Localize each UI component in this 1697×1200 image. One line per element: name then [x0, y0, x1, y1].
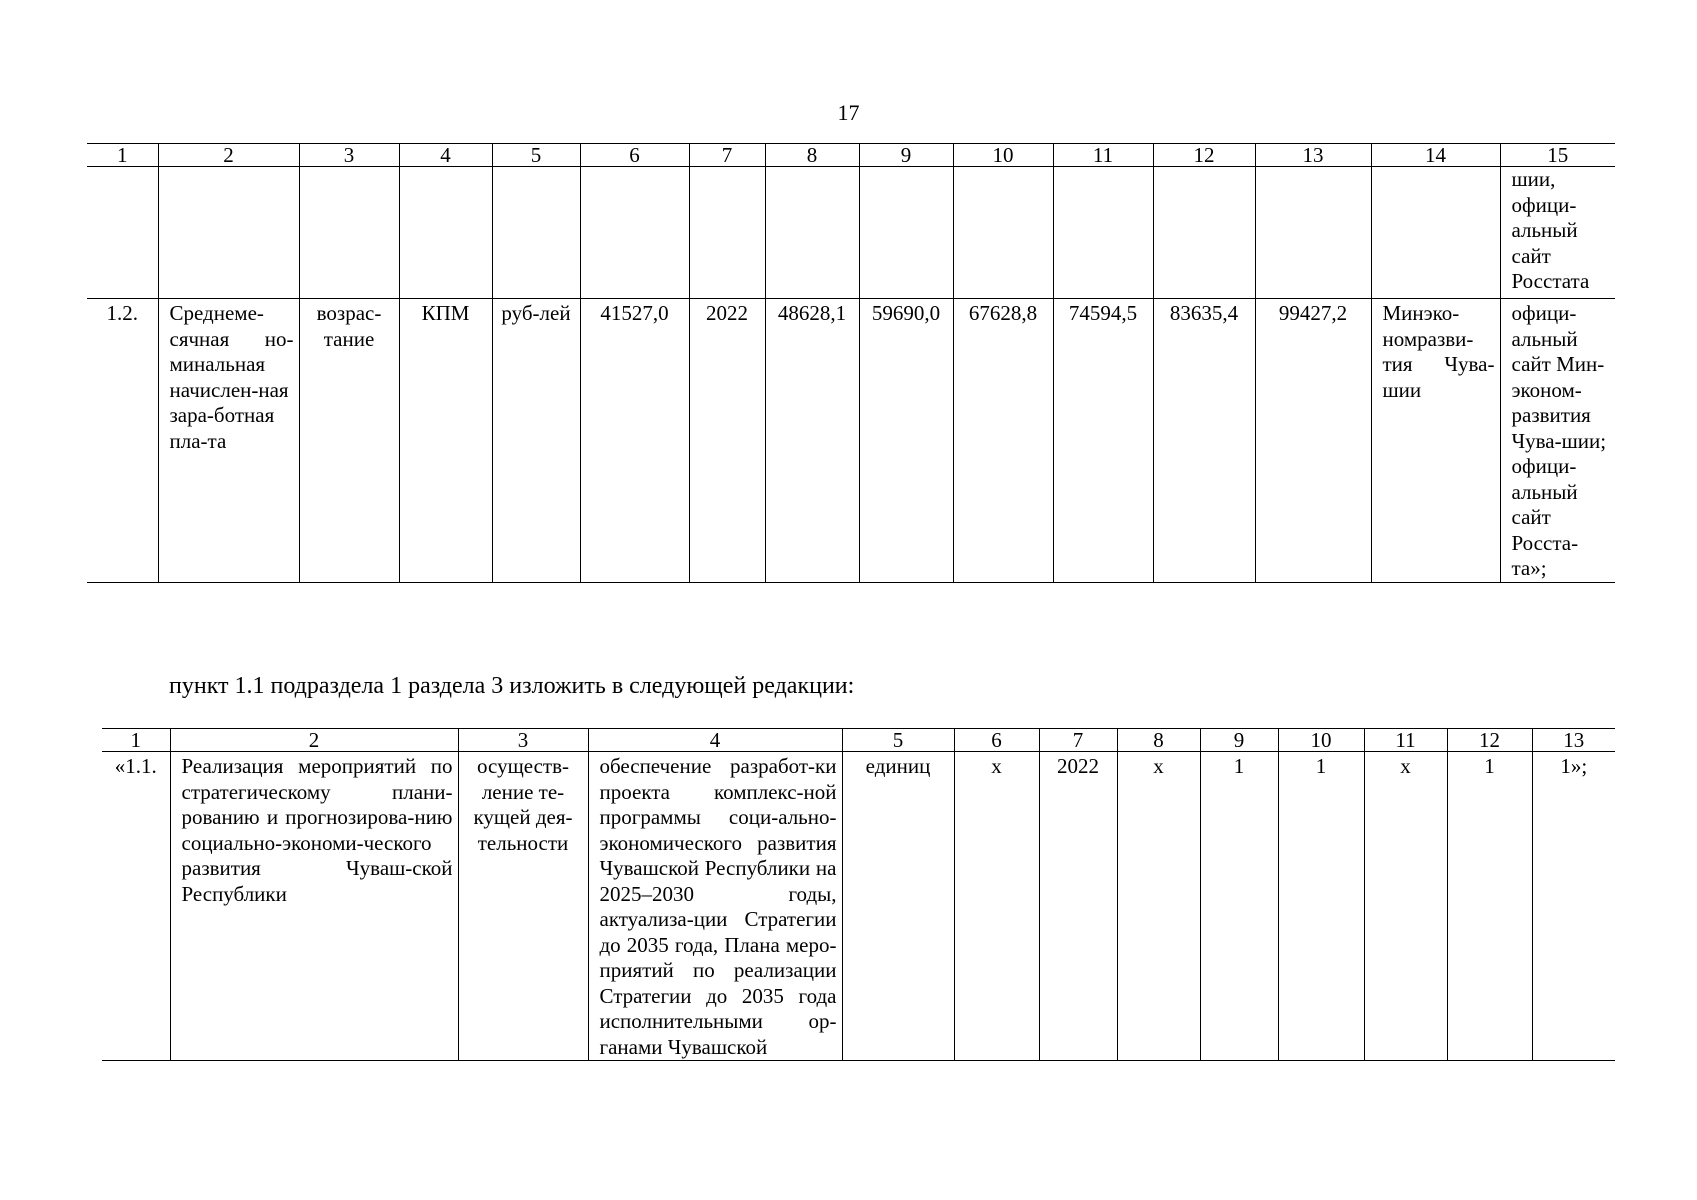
unit: единиц [842, 752, 954, 1061]
value-col-10: 1 [1278, 752, 1364, 1061]
col-number: 5 [492, 144, 580, 167]
col-number: 1 [102, 729, 170, 752]
continuation-row [87, 167, 1615, 299]
value-col-11: х [1364, 752, 1447, 1061]
col-number: 4 [399, 144, 492, 167]
unit: руб-лей [492, 299, 580, 583]
data-source: офици-альный сайт Мин-эконом-развития Чува-шии; офици-альный сайт Росста-та»; [1500, 299, 1615, 583]
col-number: 11 [1364, 729, 1447, 752]
col-number: 11 [1053, 144, 1153, 167]
value-col-9: 59690,0 [859, 299, 953, 583]
col-number: 13 [1532, 729, 1615, 752]
measure-name: Реализация мероприятий по стратегическому плани-рованию и прогнозирова-нию социально-экономи-ческого развития Чуваш-ской Республики [170, 752, 458, 1061]
value-col-12: 1 [1447, 752, 1532, 1061]
col-number: 6 [580, 144, 689, 167]
col-number: 2 [158, 144, 299, 167]
col-number: 3 [299, 144, 399, 167]
col-number: 7 [1039, 729, 1117, 752]
value-col-10: 67628,8 [953, 299, 1053, 583]
value-col-9: 1 [1200, 752, 1278, 1061]
value-col-13: 99427,2 [1255, 299, 1371, 583]
col-number: 9 [1200, 729, 1278, 752]
col-number: 8 [765, 144, 859, 167]
col-number: 3 [458, 729, 588, 752]
col-number: 4 [588, 729, 842, 752]
column-numbers-row [102, 729, 1615, 752]
measures-table [102, 728, 1615, 1061]
amendment-paragraph: пункт 1.1 подраздела 1 раздела 3 изложить в следующей редакции: [169, 673, 855, 699]
indicators-table [87, 143, 1615, 583]
measure-result: обеспечение разработ-ки проекта комплекс-ной программы соци-ально-экономического развития Чувашской Республики на 2025–2030 годы, актуализа-ции Стратегии до 2035 года, Плана меро-приятий по реализации Стратегии до 2035 года исполнительными ор-ганами Чувашской [588, 752, 842, 1061]
table-row [87, 299, 1615, 583]
value-col-8: 48628,1 [765, 299, 859, 583]
row-number: 1.2. [87, 299, 158, 583]
col-number: 13 [1255, 144, 1371, 167]
base-value: 41527,0 [580, 299, 689, 583]
col-number: 14 [1371, 144, 1500, 167]
value-col-11: 74594,5 [1053, 299, 1153, 583]
col-number: 5 [842, 729, 954, 752]
measure-type: осуществ-ление те-кущей дея-тельности [458, 752, 588, 1061]
value-col-6: х [954, 752, 1039, 1061]
col-number: 1 [87, 144, 158, 167]
col-number: 10 [1278, 729, 1364, 752]
value-col-12: 83635,4 [1153, 299, 1255, 583]
col-number: 8 [1117, 729, 1200, 752]
direction: возрас-тание [299, 299, 399, 583]
col-number: 9 [859, 144, 953, 167]
col-number: 12 [1447, 729, 1532, 752]
table-row [102, 752, 1615, 1061]
source-continuation: шии, офици-альный сайт Росстата [1500, 167, 1615, 299]
value-col-13: 1»; [1532, 752, 1615, 1061]
indicator-type: КПМ [399, 299, 492, 583]
value-col-8: х [1117, 752, 1200, 1061]
col-number: 2 [170, 729, 458, 752]
value-col-7: 2022 [1039, 752, 1117, 1061]
col-number: 6 [954, 729, 1039, 752]
indicator-name: Среднеме-сячная но-минальная начислен-ная зара-ботная пла-та [158, 299, 299, 583]
base-year: 2022 [689, 299, 765, 583]
page-number: 17 [837, 100, 860, 125]
responsible-agency: Минэко-номразви-тия Чува-шии [1371, 299, 1500, 583]
col-number: 15 [1500, 144, 1615, 167]
col-number: 10 [953, 144, 1053, 167]
column-numbers-row [87, 144, 1615, 167]
col-number: 12 [1153, 144, 1255, 167]
row-number: «1.1. [102, 752, 170, 1061]
col-number: 7 [689, 144, 765, 167]
